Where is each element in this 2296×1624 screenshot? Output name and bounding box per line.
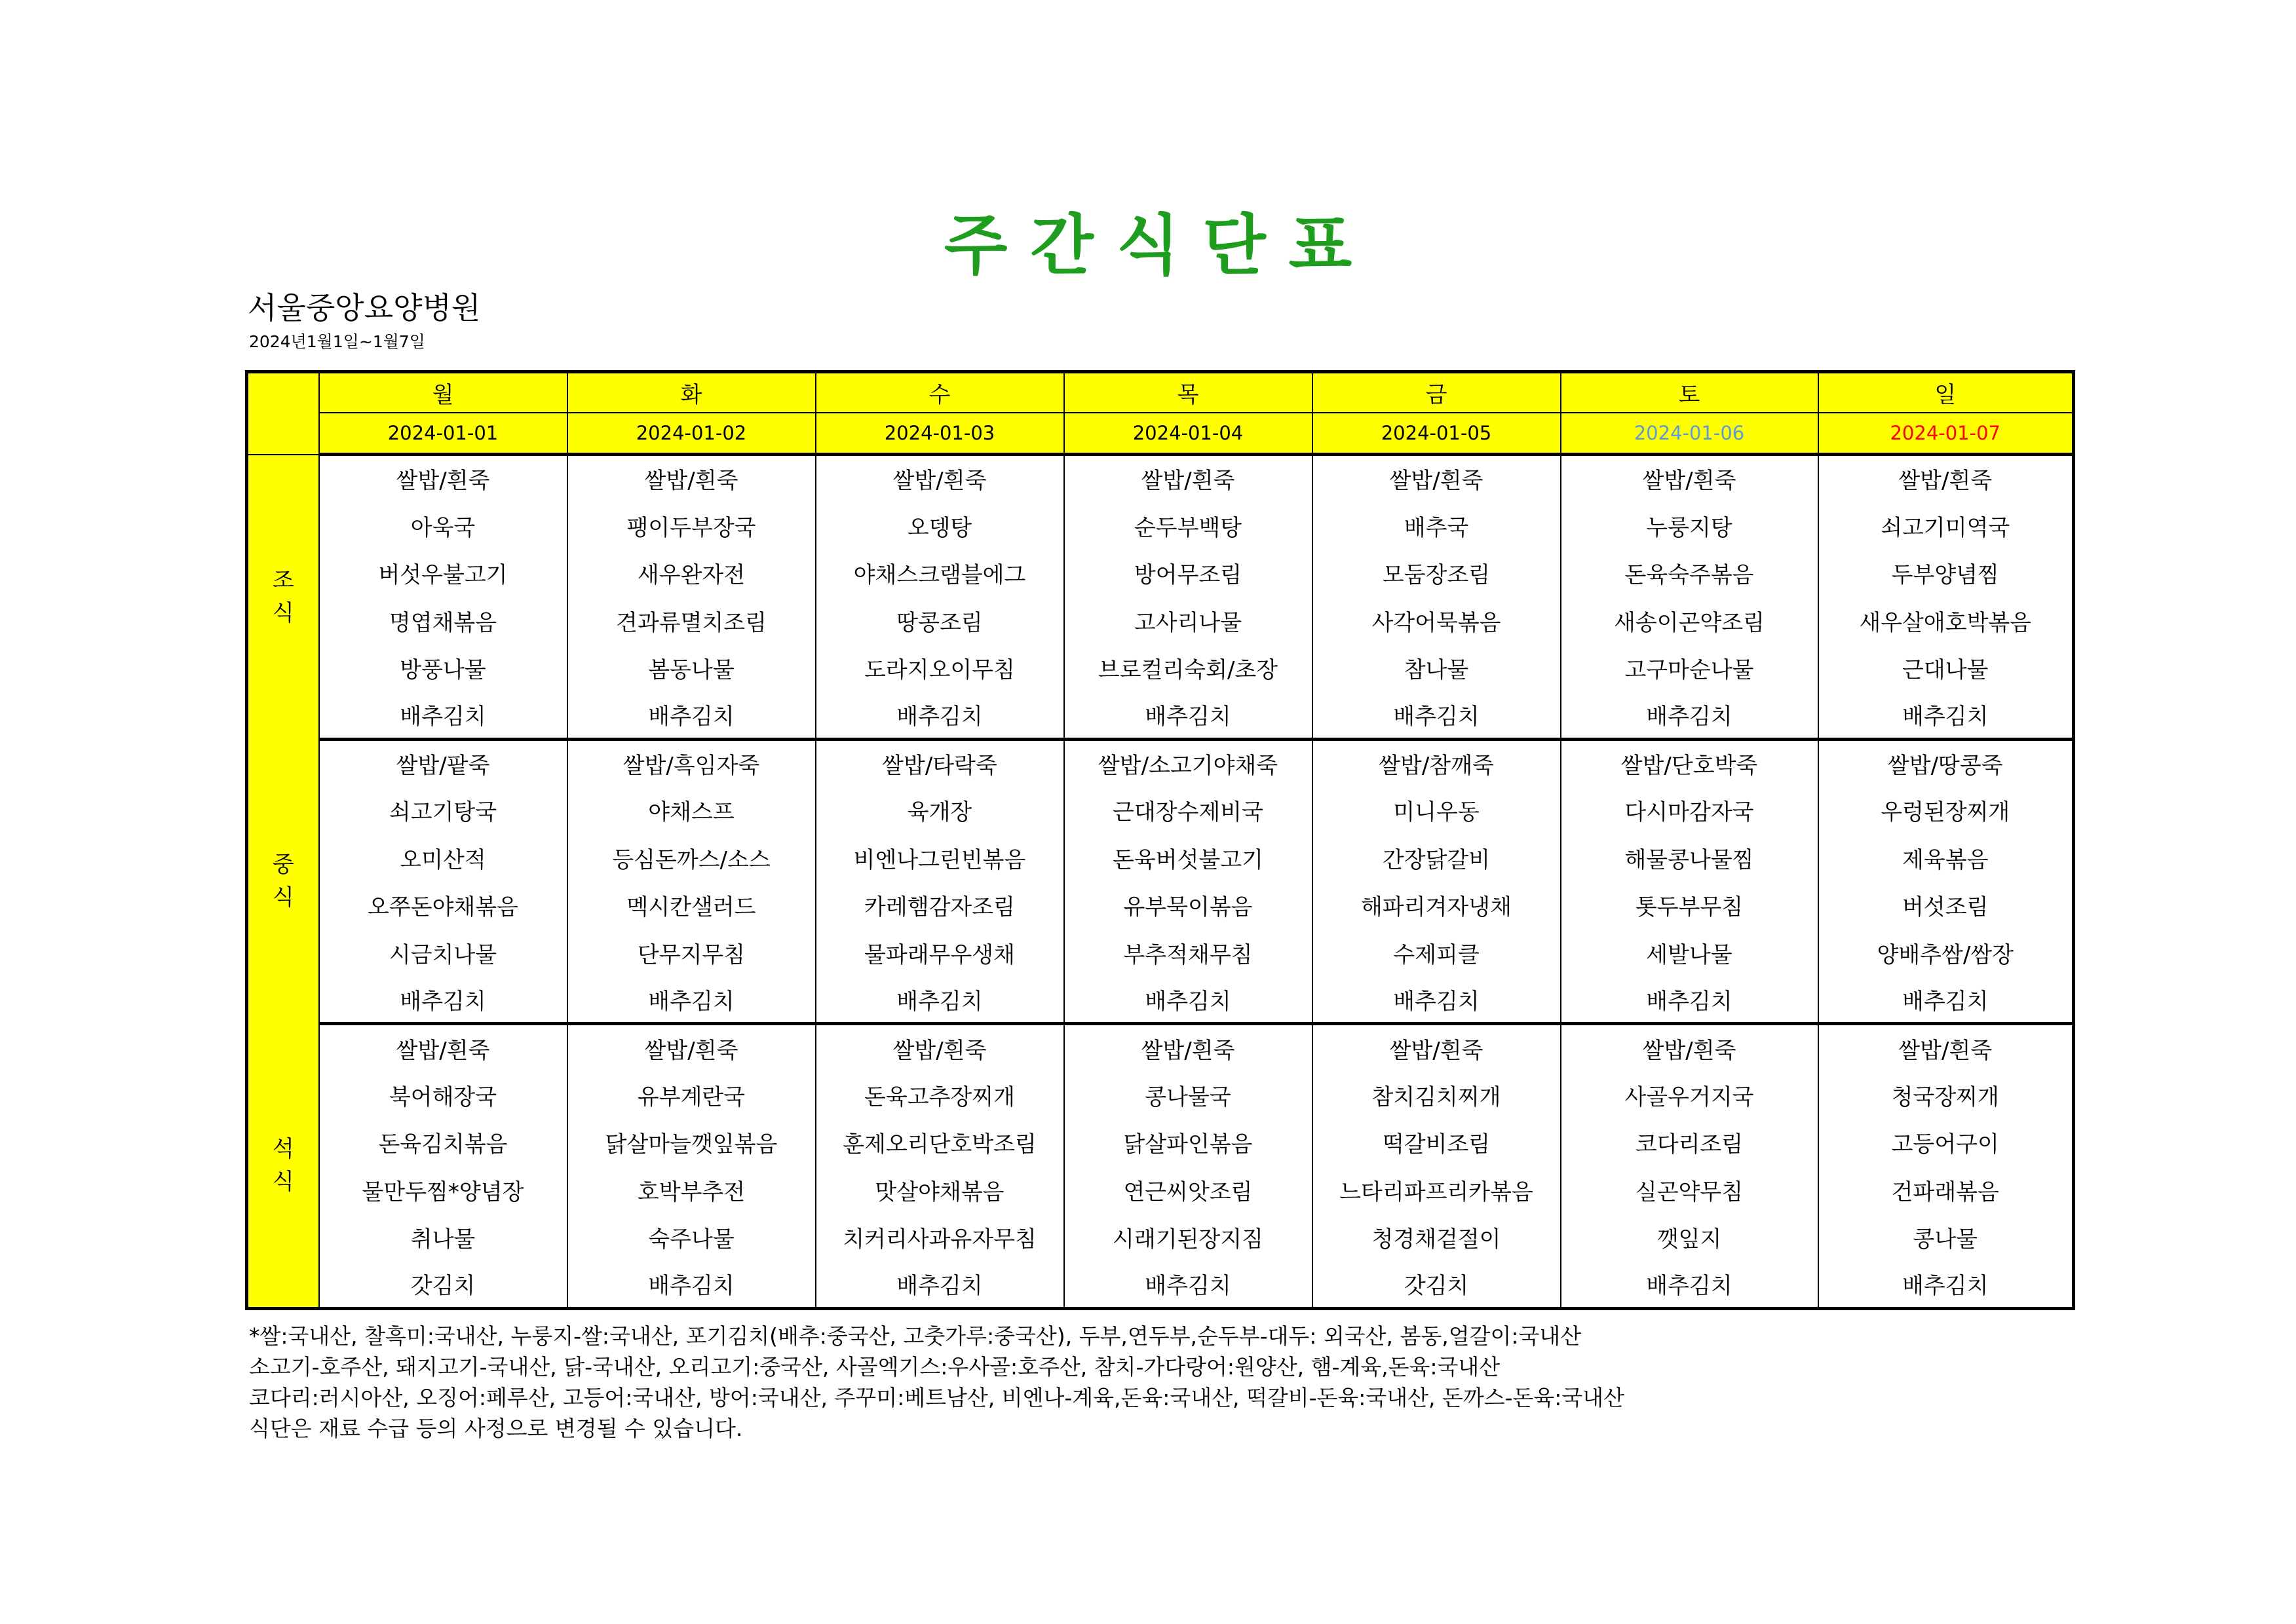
menu-dish: 팽이두부장국 [567, 502, 816, 549]
weekly-menu-table [245, 370, 2075, 1310]
menu-dish: 우렁된장찌개 [1818, 787, 2074, 834]
menu-dish: 배추김치 [567, 692, 816, 739]
menu-dish: 배추김치 [1561, 692, 1818, 739]
menu-dish: 돈육고추장찌개 [816, 1071, 1064, 1118]
menu-dish: 시래기된장지짐 [1064, 1214, 1312, 1261]
menu-dish: 비엔나그린빈볶음 [816, 834, 1064, 881]
menu-dish: 야채스프 [567, 787, 816, 834]
menu-dish: 배추김치 [1561, 976, 1818, 1023]
menu-dish: 콩나물국 [1064, 1071, 1312, 1118]
menu-dish: 배추김치 [319, 692, 567, 739]
menu-dish: 톳두부무침 [1561, 881, 1818, 928]
menu-dish: 사각어묵볶음 [1312, 597, 1561, 644]
menu-dish: 훈제오리단호박조림 [816, 1119, 1064, 1166]
menu-dish: 배추김치 [816, 976, 1064, 1023]
day-header-row [247, 372, 2074, 413]
origin-notes [249, 1321, 1624, 1444]
menu-dish: 쌀밥/팥죽 [319, 739, 567, 786]
menu-dish: 야채스크램블에그 [816, 549, 1064, 596]
page-title: 주 간 식 단 표 [944, 207, 1352, 284]
meal-label-dinner [247, 1024, 319, 1309]
menu-row [247, 739, 2074, 786]
menu-dish: 고등어구이 [1818, 1119, 2074, 1166]
day-name-mon: 월 [319, 372, 567, 413]
menu-dish: 코다리조림 [1561, 1119, 1818, 1166]
menu-dish: 치커리사과유자무침 [816, 1214, 1064, 1261]
menu-dish: 떡갈비조림 [1312, 1119, 1561, 1166]
menu-dish: 오뎅탕 [816, 502, 1064, 549]
menu-row [247, 881, 2074, 928]
menu-dish: 배추김치 [1064, 692, 1312, 739]
note-line: *쌀:국내산, 찰흑미:국내산, 누룽지-쌀:국내산, 포기김치(배추:중국산, 고춧가루:중국산), 두부,연두부,순두부-대두: 외국산, 봄동,얼갈이:국내산 [249, 1323, 1582, 1349]
menu-dish: 배추김치 [1561, 1261, 1818, 1309]
menu-dish: 콩나물 [1818, 1214, 2074, 1261]
date-sun: 2024-01-07 [1818, 413, 2074, 455]
menu-dish: 건파래볶음 [1818, 1166, 2074, 1213]
menu-dish: 숙주나물 [567, 1214, 816, 1261]
menu-dish: 쌀밥/땅콩죽 [1818, 739, 2074, 786]
day-name-fri: 금 [1312, 372, 1561, 413]
menu-dish: 모둠장조림 [1312, 549, 1561, 596]
menu-dish: 쌀밥/흰죽 [816, 1024, 1064, 1071]
menu-dish: 버섯조림 [1818, 881, 2074, 928]
menu-row [247, 597, 2074, 644]
menu-dish: 쇠고기탕국 [319, 787, 567, 834]
menu-dish: 오쭈돈야채볶음 [319, 881, 567, 928]
menu-dish: 쌀밥/타락죽 [816, 739, 1064, 786]
menu-dish: 제육볶음 [1818, 834, 2074, 881]
menu-row [247, 1071, 2074, 1118]
menu-dish: 돈육김치볶음 [319, 1119, 567, 1166]
date-wed: 2024-01-03 [816, 413, 1064, 455]
menu-row [247, 1166, 2074, 1213]
menu-dish: 버섯우불고기 [319, 549, 567, 596]
note-line: 소고기-호주산, 돼지고기-국내산, 닭-국내산, 오리고기:중국산, 사골엑기스:우사골:호주산, 참치-가다랑어:원양산, 햄-계육,돈육:국내산 [249, 1354, 1501, 1380]
menu-dish: 고사리나물 [1064, 597, 1312, 644]
menu-dish: 배추김치 [1312, 976, 1561, 1023]
menu-period: 2024년1월1일~1월7일 [249, 332, 425, 351]
menu-row [247, 549, 2074, 596]
menu-row [247, 929, 2074, 976]
meal-label-char: 석 [272, 1135, 294, 1162]
menu-dish: 쌀밥/흰죽 [567, 1024, 816, 1071]
menu-dish: 견과류멸치조림 [567, 597, 816, 644]
menu-dish: 다시마감자국 [1561, 787, 1818, 834]
menu-dish: 미니우동 [1312, 787, 1561, 834]
menu-dish: 청경채겉절이 [1312, 1214, 1561, 1261]
day-name-tue: 화 [567, 372, 816, 413]
menu-dish: 배추김치 [1064, 1261, 1312, 1309]
menu-dish: 참나물 [1312, 644, 1561, 691]
menu-dish: 순두부백탕 [1064, 502, 1312, 549]
menu-dish: 쌀밥/소고기야채죽 [1064, 739, 1312, 786]
menu-dish: 쌀밥/흰죽 [1561, 1024, 1818, 1071]
menu-dish: 닭살마늘깻잎볶음 [567, 1119, 816, 1166]
menu-dish: 배추김치 [1312, 692, 1561, 739]
menu-dish: 간장닭갈비 [1312, 834, 1561, 881]
menu-dish: 근대나물 [1818, 644, 2074, 691]
menu-dish: 배추김치 [1818, 1261, 2074, 1309]
meal-label-lunch [247, 739, 319, 1024]
menu-dish: 쌀밥/흰죽 [567, 455, 816, 502]
meal-label-breakfast [247, 455, 319, 740]
corner-cell [247, 372, 319, 455]
menu-dish: 쌀밥/흰죽 [1312, 455, 1561, 502]
menu-dish: 실곤약무침 [1561, 1166, 1818, 1213]
menu-dish: 배추김치 [1818, 692, 2074, 739]
note-line: 식단은 재료 수급 등의 사정으로 변경될 수 있습니다. [249, 1416, 743, 1441]
menu-dish: 배추김치 [319, 976, 567, 1023]
menu-dish: 명엽채볶음 [319, 597, 567, 644]
menu-dish: 호박부추전 [567, 1166, 816, 1213]
menu-dish: 쌀밥/흰죽 [1818, 1024, 2074, 1071]
meal-label-char: 식 [272, 1168, 294, 1195]
meal-label-char: 조 [272, 567, 294, 594]
menu-dish: 멕시칸샐러드 [567, 881, 816, 928]
menu-dish: 고구마순나물 [1561, 644, 1818, 691]
menu-dish: 시금치나물 [319, 929, 567, 976]
menu-dish: 쌀밥/단호박죽 [1561, 739, 1818, 786]
menu-dish: 배추김치 [567, 1261, 816, 1309]
menu-dish: 쌀밥/흰죽 [1064, 1024, 1312, 1071]
menu-dish: 참치김치찌개 [1312, 1071, 1561, 1118]
menu-dish: 양배추쌈/쌈장 [1818, 929, 2074, 976]
menu-dish: 맛살야채볶음 [816, 1166, 1064, 1213]
menu-dish: 배추김치 [816, 692, 1064, 739]
day-name-sat: 토 [1561, 372, 1818, 413]
menu-row [247, 644, 2074, 691]
menu-dish: 물만두찜*양념장 [319, 1166, 567, 1213]
menu-dish: 물파래무우생채 [816, 929, 1064, 976]
menu-dish: 방풍나물 [319, 644, 567, 691]
menu-dish: 쇠고기미역국 [1818, 502, 2074, 549]
date-sat: 2024-01-06 [1561, 413, 1818, 455]
menu-row [247, 1214, 2074, 1261]
menu-row [247, 1119, 2074, 1166]
menu-dish: 쌀밥/참깨죽 [1312, 739, 1561, 786]
meal-label-char: 식 [272, 884, 294, 911]
menu-dish: 세발나물 [1561, 929, 1818, 976]
meal-label-char: 식 [272, 600, 294, 627]
menu-dish: 배추국 [1312, 502, 1561, 549]
menu-row [247, 787, 2074, 834]
menu-dish: 닭살파인볶음 [1064, 1119, 1312, 1166]
day-name-thu: 목 [1064, 372, 1312, 413]
menu-dish: 배추김치 [567, 976, 816, 1023]
menu-dish: 부추적채무침 [1064, 929, 1312, 976]
menu-dish: 쌀밥/흰죽 [1312, 1024, 1561, 1071]
menu-dish: 쌀밥/흰죽 [319, 455, 567, 502]
menu-row [247, 692, 2074, 739]
menu-dish: 배추김치 [816, 1261, 1064, 1309]
menu-dish: 갓김치 [319, 1261, 567, 1309]
menu-row [247, 455, 2074, 502]
menu-dish: 사골우거지국 [1561, 1071, 1818, 1118]
menu-dish: 돈육숙주볶음 [1561, 549, 1818, 596]
menu-dish: 갓김치 [1312, 1261, 1561, 1309]
day-name-wed: 수 [816, 372, 1064, 413]
menu-dish: 도라지오이무침 [816, 644, 1064, 691]
menu-dish: 새송이곤약조림 [1561, 597, 1818, 644]
menu-dish: 새우완자전 [567, 549, 816, 596]
note-line: 코다리:러시아산, 오징어:페루산, 고등어:국내산, 방어:국내산, 주꾸미:베트남산, 비엔나-계육,돈육:국내산, 떡갈비-돈육:국내산, 돈까스-돈육:국내산 [249, 1385, 1625, 1410]
menu-dish: 아욱국 [319, 502, 567, 549]
date-thu: 2024-01-04 [1064, 413, 1312, 455]
menu-row [247, 834, 2074, 881]
menu-dish: 수제피클 [1312, 929, 1561, 976]
menu-dish: 배추김치 [1064, 976, 1312, 1023]
date-header-row [247, 413, 2074, 455]
date-tue: 2024-01-02 [567, 413, 816, 455]
menu-dish: 쌀밥/흰죽 [1818, 455, 2074, 502]
menu-dish: 쌀밥/흰죽 [1561, 455, 1818, 502]
menu-dish: 근대장수제비국 [1064, 787, 1312, 834]
menu-dish: 쌀밥/흰죽 [816, 455, 1064, 502]
menu-dish: 해물콩나물찜 [1561, 834, 1818, 881]
menu-dish: 두부양념찜 [1818, 549, 2074, 596]
menu-dish: 방어무조림 [1064, 549, 1312, 596]
menu-dish: 북어해장국 [319, 1071, 567, 1118]
menu-row [247, 502, 2074, 549]
menu-dish: 취나물 [319, 1214, 567, 1261]
date-fri: 2024-01-05 [1312, 413, 1561, 455]
menu-dish: 유부묵이볶음 [1064, 881, 1312, 928]
menu-dish: 청국장찌개 [1818, 1071, 2074, 1118]
menu-dish: 해파리겨자냉채 [1312, 881, 1561, 928]
menu-dish: 유부계란국 [567, 1071, 816, 1118]
menu-dish: 쌀밥/흰죽 [319, 1024, 567, 1071]
menu-dish: 단무지무침 [567, 929, 816, 976]
menu-dish: 누룽지탕 [1561, 502, 1818, 549]
menu-dish: 새우살애호박볶음 [1818, 597, 2074, 644]
menu-row [247, 976, 2074, 1023]
menu-dish: 오미산적 [319, 834, 567, 881]
menu-dish: 땅콩조림 [816, 597, 1064, 644]
menu-dish: 깻잎지 [1561, 1214, 1818, 1261]
date-mon: 2024-01-01 [319, 413, 567, 455]
menu-dish: 연근씨앗조림 [1064, 1166, 1312, 1213]
menu-dish: 느타리파프리카볶음 [1312, 1166, 1561, 1213]
meal-label-char: 중 [272, 852, 294, 878]
menu-dish: 카레햄감자조림 [816, 881, 1064, 928]
day-name-sun: 일 [1818, 372, 2074, 413]
organization-name: 서울중앙요양병원 [248, 290, 481, 326]
menu-dish: 쌀밥/흑임자죽 [567, 739, 816, 786]
menu-dish: 육개장 [816, 787, 1064, 834]
menu-dish: 등심돈까스/소스 [567, 834, 816, 881]
menu-dish: 봄동나물 [567, 644, 816, 691]
menu-dish: 배추김치 [1818, 976, 2074, 1023]
menu-row [247, 1024, 2074, 1071]
menu-dish: 브로컬리숙회/초장 [1064, 644, 1312, 691]
menu-row [247, 1261, 2074, 1309]
menu-dish: 쌀밥/흰죽 [1064, 455, 1312, 502]
menu-dish: 돈육버섯불고기 [1064, 834, 1312, 881]
